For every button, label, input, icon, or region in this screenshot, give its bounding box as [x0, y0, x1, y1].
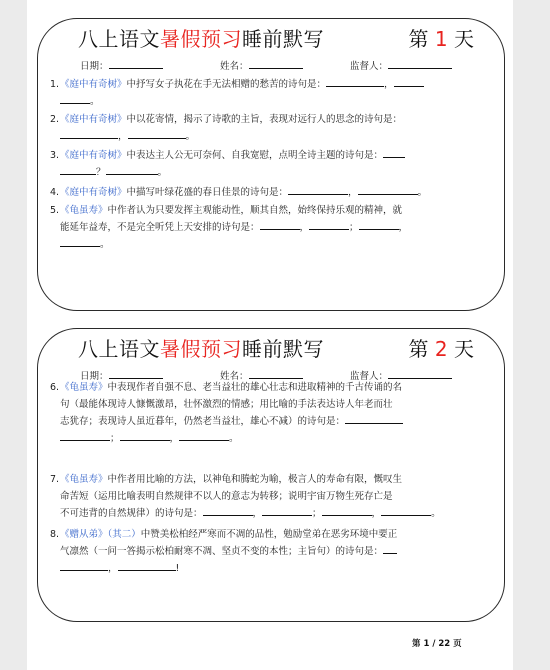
punct: 。	[90, 96, 100, 107]
question-number: 2.	[50, 114, 60, 125]
question-text: 中描写叶绿花盛的春日佳景的诗句是：	[126, 187, 289, 198]
title-prefix: 八上语文	[78, 27, 160, 51]
day-number: 1	[434, 27, 448, 51]
day-prefix: 第	[408, 27, 435, 51]
punct: ；	[312, 508, 322, 519]
punct: ，	[118, 131, 128, 142]
question-1	[50, 76, 494, 110]
title-accent: 暑假预习	[160, 337, 242, 361]
question-3	[50, 147, 494, 181]
day-label	[409, 23, 474, 52]
answer-blank[interactable]	[345, 413, 403, 424]
day-number: 2	[434, 337, 448, 361]
question-7	[50, 471, 494, 522]
answer-blank[interactable]	[326, 76, 384, 87]
punct: 。	[157, 167, 168, 178]
book-title: 《庭中有奇树》	[60, 150, 127, 161]
supervisor-blank[interactable]	[388, 58, 452, 69]
answer-blank[interactable]	[359, 219, 399, 230]
name-label: 姓名：	[220, 61, 249, 72]
answer-blank[interactable]	[383, 543, 397, 554]
question-text: 不可违背的自然规律）的诗句是：	[60, 508, 203, 519]
book-title: 《赠从弟》（其二）	[60, 529, 141, 540]
card-title	[78, 23, 324, 52]
question-text: 能延年益寿，不是完全听凭上天安排的诗句是：	[60, 222, 260, 233]
question-text: 中表达主人公无可奈何、自我宽慰，点明全诗主题的诗句是：	[126, 150, 384, 161]
dictation-card-day-2	[37, 328, 505, 622]
punct: ？	[96, 167, 106, 178]
question-number: 5.	[50, 205, 60, 216]
book-title: 《龟虽寿》	[60, 205, 108, 216]
answer-blank[interactable]	[60, 236, 100, 247]
date-field[interactable]	[80, 58, 109, 72]
question-text: 志犹存；表现诗人虽近暮年，仍然老当益壮，雄心不减）的诗句是：	[60, 416, 346, 427]
question-6	[50, 379, 494, 447]
date-label: 日期：	[80, 61, 109, 72]
punct: ；	[110, 433, 120, 444]
punct: ，	[398, 222, 409, 233]
question-8	[50, 526, 494, 577]
answer-blank[interactable]	[60, 164, 96, 175]
question-number: 7.	[50, 474, 60, 485]
book-title: 《龟虽寿》	[60, 474, 108, 485]
punct: 。	[229, 433, 239, 444]
title-accent: 暑假预习	[160, 27, 242, 51]
punct: ，	[108, 563, 118, 574]
supervisor-label: 监督人：	[350, 61, 389, 72]
answer-blank[interactable]	[260, 219, 300, 230]
page-number: 第 1 / 22 页	[412, 639, 462, 649]
name-blank[interactable]	[249, 58, 303, 69]
card-title	[78, 333, 324, 362]
day-suffix: 天	[447, 27, 474, 51]
question-number: 3.	[50, 150, 60, 161]
book-title: 《庭中有奇树》	[60, 114, 127, 125]
date-label: 日期：	[80, 371, 109, 382]
supervisor-field[interactable]	[350, 58, 388, 72]
date-blank[interactable]	[109, 58, 163, 69]
question-text: 中作者认为只要发挥主观能动性，顺其自然，始终保持乐观的精神，就	[107, 205, 403, 216]
answer-blank[interactable]	[60, 430, 110, 441]
answer-blank[interactable]	[118, 560, 176, 571]
question-text: 句（最能体现诗人慷慨激昂，壮怀激烈的情感；用比喻的手法表达诗人年老而壮	[60, 399, 393, 410]
card-header	[78, 333, 474, 361]
punct: ，	[384, 79, 394, 90]
answer-blank[interactable]	[120, 430, 170, 441]
name-field[interactable]	[220, 58, 249, 72]
question-number: 8.	[50, 529, 60, 540]
answer-blank[interactable]	[358, 184, 418, 195]
punct: ，	[371, 508, 382, 519]
title-suffix: 睡前默写	[242, 27, 324, 51]
dictation-card-day-1	[37, 18, 505, 311]
answer-blank[interactable]	[288, 184, 348, 195]
punct: ；	[349, 222, 359, 233]
punct: ，	[252, 508, 263, 519]
answer-blank[interactable]	[322, 505, 372, 516]
day-prefix: 第	[408, 337, 435, 361]
card-header	[78, 23, 474, 51]
supervisor-blank[interactable]	[388, 368, 452, 379]
question-number: 4.	[50, 187, 60, 198]
answer-blank[interactable]	[309, 219, 349, 230]
answer-blank[interactable]	[394, 76, 424, 87]
question-text: 命苦短（运用比喻表明自然规律不以人的意志为转移；说明宇宙万物生死存亡是	[60, 491, 393, 502]
date-blank[interactable]	[109, 368, 163, 379]
book-title: 《龟虽寿》	[60, 382, 108, 393]
title-prefix: 八上语文	[78, 337, 160, 361]
punct: !	[175, 563, 180, 574]
question-text: 中以花寄情，揭示了诗歌的主旨，表现对远行人的思念的诗句是：	[126, 114, 403, 125]
answer-blank[interactable]	[60, 128, 118, 139]
answer-blank[interactable]	[60, 560, 108, 571]
answer-blank[interactable]	[262, 505, 312, 516]
document-page	[27, 0, 513, 670]
day-suffix: 天	[447, 337, 474, 361]
answer-blank[interactable]	[60, 93, 90, 104]
punct: ，	[348, 187, 358, 198]
answer-blank[interactable]	[106, 164, 158, 175]
question-text: 中表现作者自强不息、老当益壮的雄心壮志和进取精神的千古传诵的名	[107, 382, 403, 393]
answer-blank[interactable]	[381, 505, 431, 516]
question-text: 气凛然（一问一答揭示松柏耐寒不凋、坚贞不变的本性；主旨句）的诗句是：	[60, 546, 384, 557]
book-title: 《庭中有奇树》	[60, 79, 127, 90]
name-label: 姓名：	[220, 371, 249, 382]
punct: ，	[299, 222, 310, 233]
answer-blank[interactable]	[179, 430, 229, 441]
punct: 。	[100, 239, 110, 250]
supervisor-label: 监督人：	[350, 371, 389, 382]
question-text: 中赞美松柏经严寒而不凋的品性，勉励堂弟在恶劣环境中要正	[140, 529, 398, 540]
name-blank[interactable]	[249, 368, 303, 379]
answer-blank[interactable]	[383, 147, 405, 158]
question-2	[50, 111, 494, 145]
title-suffix: 睡前默写	[242, 337, 324, 361]
info-row	[80, 58, 460, 72]
punct: 。	[185, 131, 196, 142]
question-5	[50, 202, 494, 253]
punct: ，	[169, 433, 180, 444]
answer-blank[interactable]	[128, 128, 186, 139]
punct: 。	[417, 187, 428, 198]
answer-blank[interactable]	[203, 505, 253, 516]
book-title: 《庭中有奇树》	[60, 187, 127, 198]
question-text: 中抒写女子执花在手无法相赠的愁苦的诗句是：	[126, 79, 327, 90]
question-text: 中作者用比喻的方法，以神龟和腾蛇为喻，极言人的寿命有限，慨叹生	[107, 474, 403, 485]
question-4	[50, 184, 494, 201]
question-number: 6.	[50, 382, 60, 393]
question-number: 1.	[50, 79, 60, 90]
punct: 。	[431, 508, 441, 519]
day-label	[409, 333, 474, 362]
